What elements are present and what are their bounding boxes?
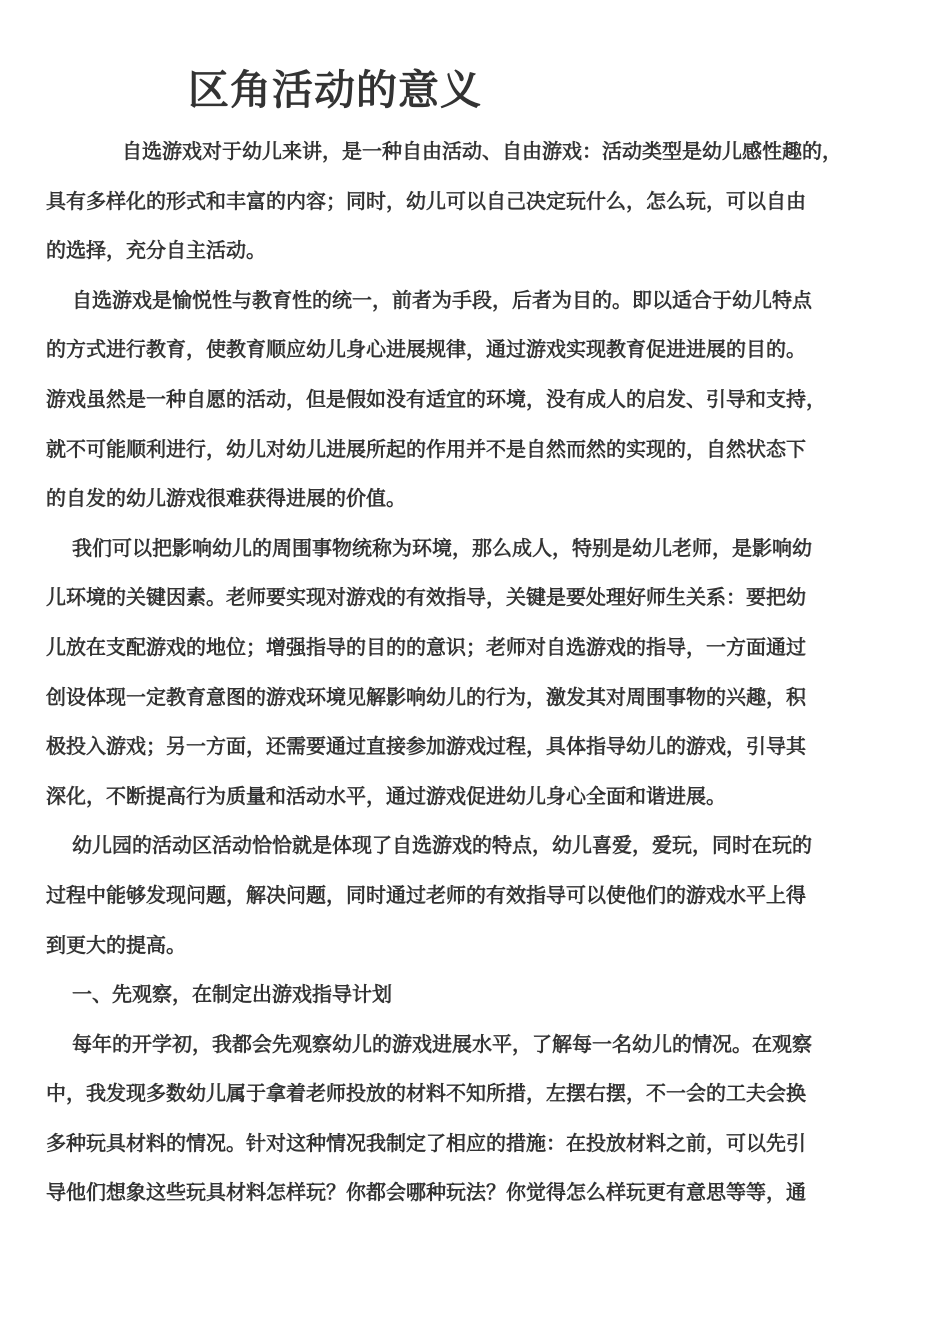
text-line: 深化，不断提高行为质量和活动水平，通过游戏促进幼儿身心全面和谐进展。: [46, 783, 726, 808]
text-line: 到更大的提高。: [46, 932, 186, 957]
text-line: 多种玩具材料的情况。针对这种情况我制定了相应的措施：在投放材料之前，可以先引: [46, 1130, 806, 1155]
section-heading-text: 一、先观察，在制定出游戏指导计划: [72, 982, 392, 1007]
text-line: 我们可以把影响幼儿的周围事物统称为环境，那么成人，特别是幼儿老师，是影响幼: [72, 535, 812, 560]
paragraph-intro: [46, 127, 916, 276]
text-line: 创设体现一定教育意图的游戏环境见解影响幼儿的行为，激发其对周围事物的兴趣，积: [46, 684, 806, 709]
text-line: 中，我发现多数幼儿属于拿着老师投放的材料不知所措，左摆右摆，不一会的工夫会换: [46, 1081, 806, 1106]
text-line: 幼儿园的活动区活动恰恰就是体现了自选游戏的特点，幼儿喜爱，爱玩，同时在玩的: [72, 833, 812, 858]
text-line: 就不可能顺利进行，幼儿对幼儿进展所起的作用并不是自然而然的实现的，自然状态下: [46, 436, 806, 461]
text-line: 游戏虽然是一种自愿的活动，但是假如没有适宜的环境，没有成人的启发、引导和支持，: [46, 386, 826, 411]
text-line: 的自发的幼儿游戏很难获得进展的价值。: [46, 486, 406, 511]
text-line: 的方式进行教育，使教育顺应幼儿身心进展规律，通过游戏实现教育促进进展的目的。: [46, 337, 806, 362]
text-line: 导他们想象这些玩具材料怎样玩？你都会哪种玩法？你觉得怎么样玩更有意思等等，通: [46, 1180, 806, 1205]
text-line: 过程中能够发现问题，解决问题，同时通过老师的有效指导可以使他们的游戏水平上得: [46, 882, 806, 907]
text-line: 自选游戏是愉悦性与教育性的统一，前者为手段，后者为目的。即以适合于幼儿特点: [72, 287, 812, 312]
text-line: 自选游戏对于幼儿来讲，是一种自由活动、自由游戏：活动类型是幼儿感性趣的，: [122, 139, 842, 163]
text-line: 的选择，充分自主活动。: [46, 238, 266, 263]
paragraph-4: [46, 821, 916, 970]
text-line: 极投入游戏；另一方面，还需要通过直接参加游戏过程，具体指导幼儿的游戏，引导其: [46, 734, 806, 759]
paragraph-3: [46, 524, 916, 822]
document-title: 区角活动的意义: [188, 66, 482, 114]
section-heading-1: [46, 970, 916, 1020]
text-line: 每年的开学初，我都会先观察幼儿的游戏进展水平，了解每一名幼儿的情况。在观察: [72, 1031, 812, 1056]
text-line: 具有多样化的形式和丰富的内容；同时，幼儿可以自己决定玩什么，怎么玩，可以自由: [46, 188, 806, 213]
text-line: 儿放在支配游戏的地位；增强指导的目的的意识；老师对自选游戏的指导，一方面通过: [46, 634, 806, 659]
paragraph-6: [46, 1020, 916, 1218]
paragraph-2: [46, 276, 916, 524]
document-body: [46, 127, 916, 1218]
text-line: 儿环境的关键因素。老师要实现对游戏的有效指导，关键是要处理好师生关系：要把幼: [46, 585, 806, 610]
